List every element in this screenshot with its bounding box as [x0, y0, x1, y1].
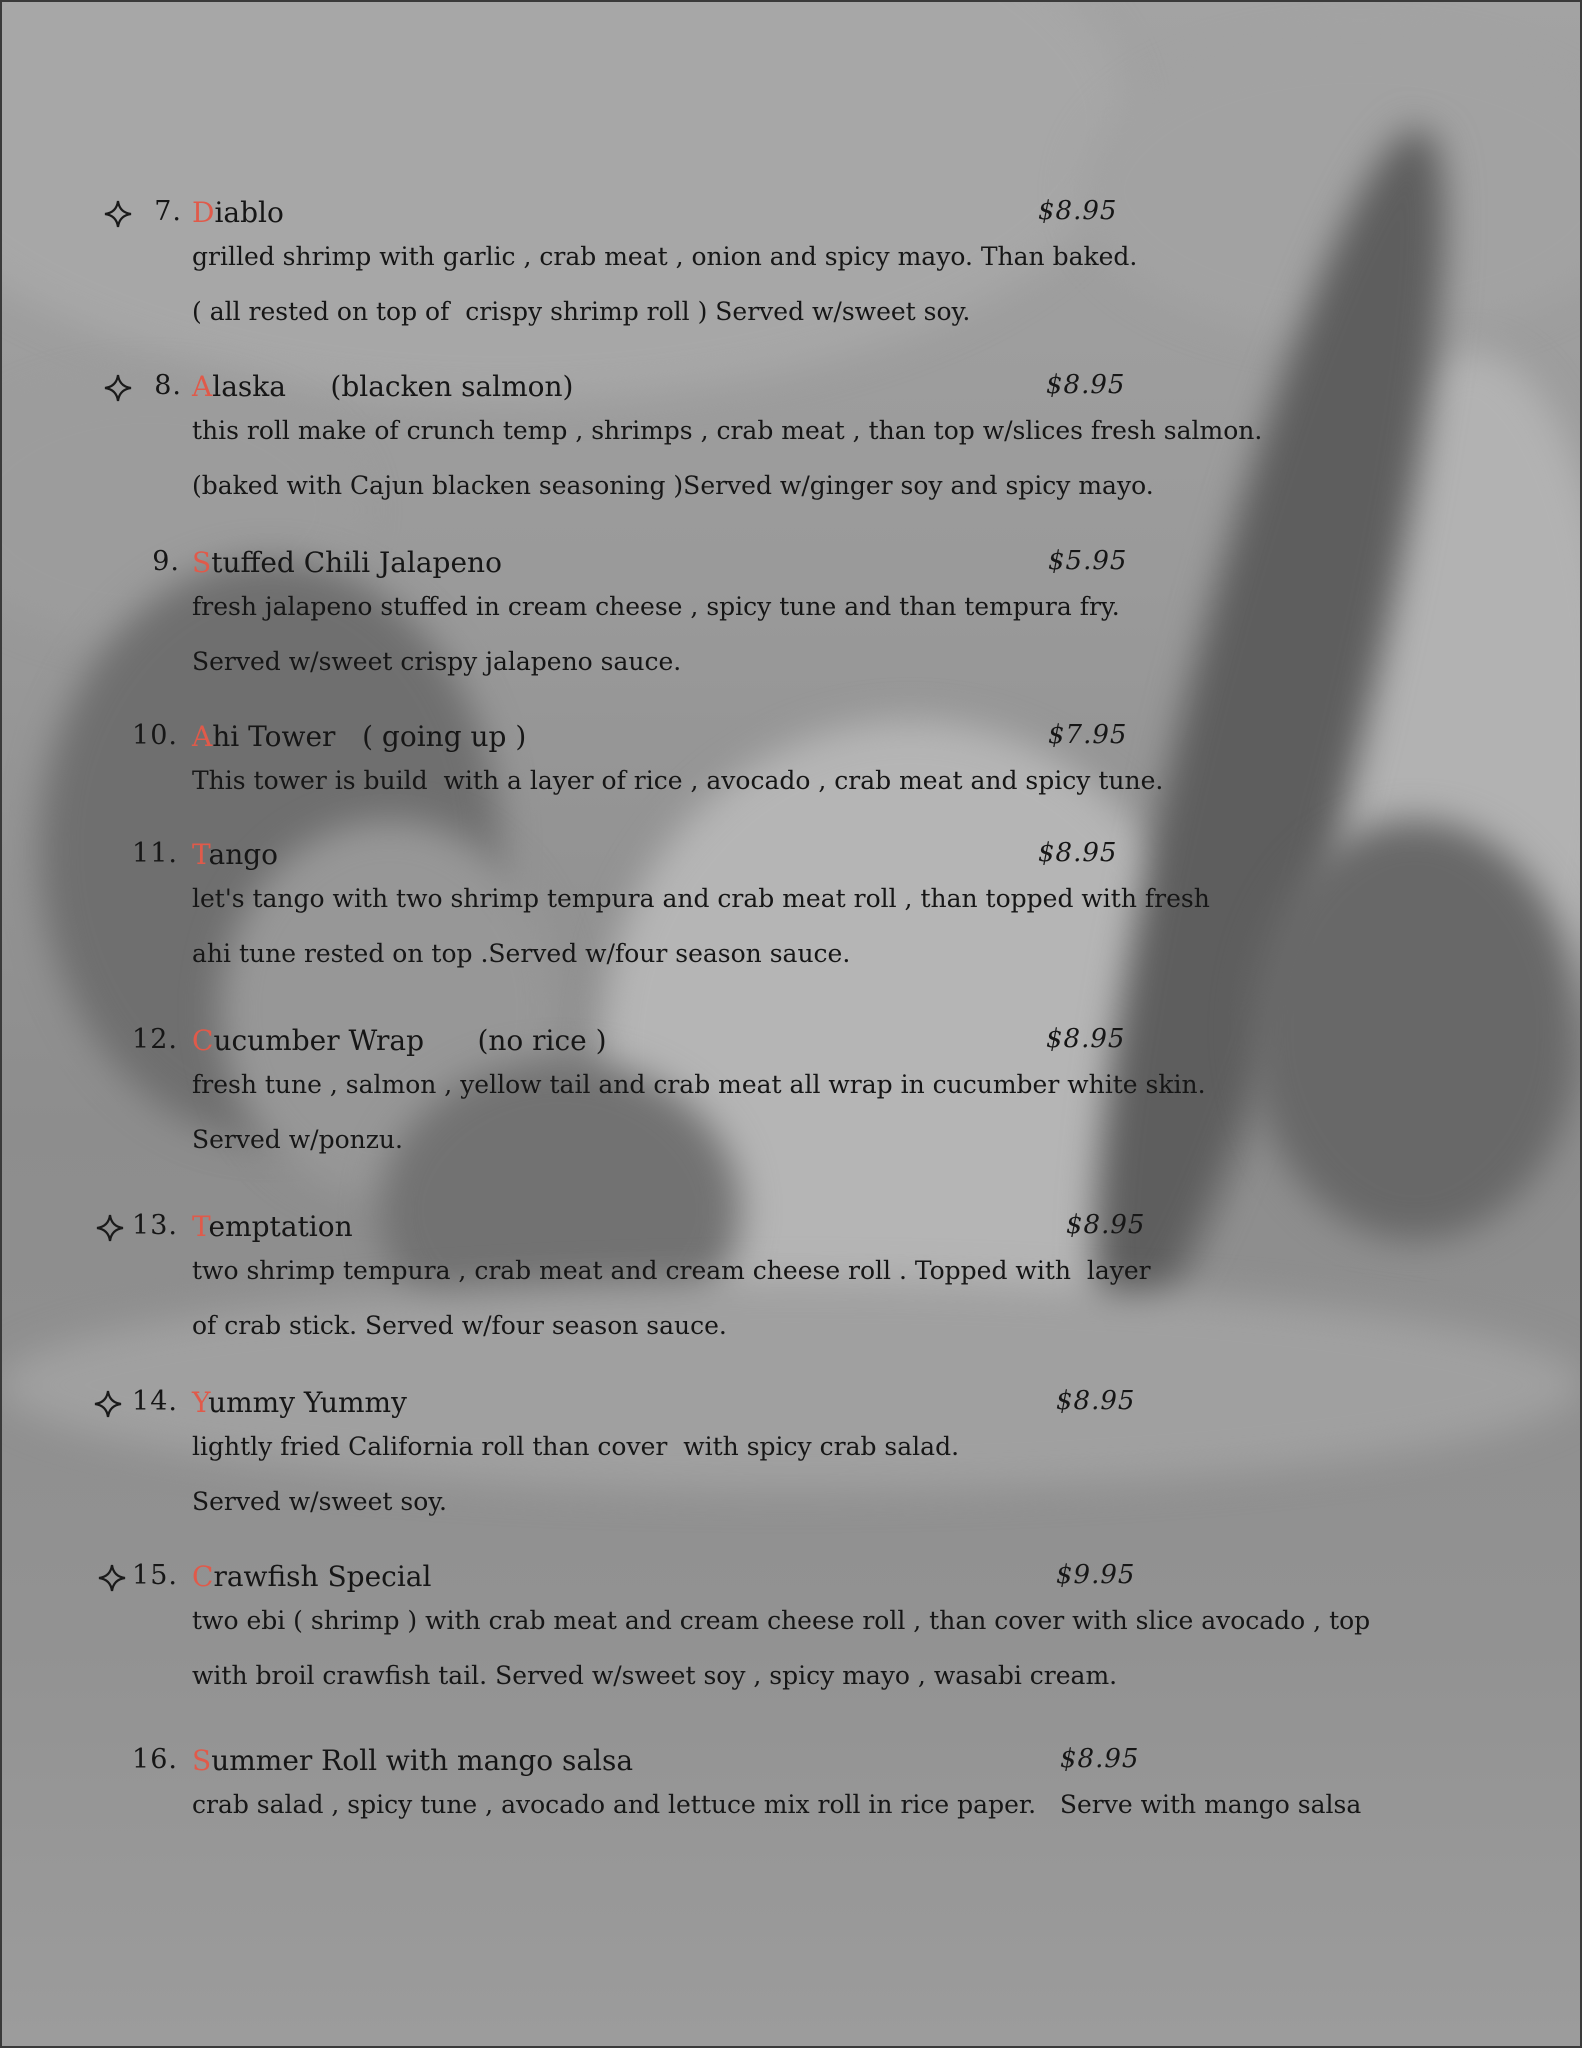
item-title — [192, 1024, 607, 1057]
item-price: $9.95 — [1056, 1560, 1136, 1590]
item-description-line: grilled shrimp with garlic , crab meat , onion and spicy mayo. Than baked. — [192, 242, 1138, 271]
item-description-line: Served w/ponzu. — [192, 1125, 403, 1154]
item-initial: A — [192, 370, 213, 403]
item-title — [192, 196, 284, 229]
item-price: $8.95 — [1056, 1386, 1136, 1416]
item-initial: S — [192, 546, 212, 579]
item-description-line: two ebi ( shrimp ) with crab meat and cream cheese roll , than cover with slice avocado , top — [192, 1606, 1371, 1635]
item-price: $8.95 — [1038, 196, 1118, 226]
item-title-text: ummer Roll with mango salsa — [211, 1744, 634, 1777]
menu-item — [0, 1210, 1582, 1340]
item-number: 7. — [154, 196, 182, 227]
item-description-line: Served w/sweet crispy jalapeno sauce. — [192, 647, 682, 676]
item-description-line: ( all rested on top of crispy shrimp roll ) Served w/sweet soy. — [192, 297, 971, 326]
item-initial: Y — [192, 1386, 209, 1419]
item-description-line: let's tango with two shrimp tempura and crab meat roll , than topped with fresh — [192, 884, 1210, 913]
item-price: $8.95 — [1060, 1744, 1140, 1774]
item-title — [192, 1744, 633, 1777]
item-initial: T — [192, 838, 209, 871]
item-title — [192, 1210, 353, 1243]
item-description-line: Served w/sweet soy. — [192, 1487, 448, 1516]
item-title — [192, 1560, 431, 1593]
item-description-line: fresh tune , salmon , yellow tail and crab meat all wrap in cucumber white skin. — [192, 1070, 1206, 1099]
item-number: 9. — [152, 546, 180, 577]
item-title-text: rawfish Special — [213, 1560, 432, 1593]
item-title — [192, 838, 278, 871]
item-price: $8.95 — [1066, 1210, 1146, 1240]
item-description-line: (baked with Cajun blacken seasoning )Served w/ginger soy and spicy mayo. — [192, 471, 1154, 500]
menu-item — [0, 196, 1582, 326]
item-price: $8.95 — [1046, 370, 1126, 400]
item-initial: S — [192, 1744, 212, 1777]
item-title — [192, 370, 573, 403]
item-description-line: lightly fried California roll than cover with spicy crab salad. — [192, 1432, 960, 1461]
item-title — [192, 720, 526, 753]
item-description-line: ahi tune rested on top .Served w/four season sauce. — [192, 939, 851, 968]
item-price: $7.95 — [1048, 720, 1128, 750]
item-title-text: hi Tower ( going up ) — [212, 720, 527, 753]
item-title — [192, 1386, 407, 1419]
item-description-line: This tower is build with a layer of rice , avocado , crab meat and spicy tune. — [192, 766, 1164, 795]
item-description-line: crab salad , spicy tune , avocado and lettuce mix roll in rice paper. Serve with mango salsa — [192, 1790, 1362, 1819]
menu-item — [0, 1744, 1582, 1819]
item-initial: A — [192, 720, 213, 753]
item-initial: C — [192, 1560, 214, 1593]
item-number: 13. — [132, 1210, 178, 1241]
item-title-text: iablo — [214, 196, 284, 229]
item-number: 15. — [132, 1560, 178, 1591]
item-number: 14. — [132, 1386, 178, 1417]
item-title-text: tuffed Chili Jalapeno — [211, 546, 502, 579]
menu-item — [0, 370, 1582, 500]
item-description-line: fresh jalapeno stuffed in cream cheese , spicy tune and than tempura fry. — [192, 592, 1120, 621]
item-description-line: this roll make of crunch temp , shrimps , crab meat , than top w/slices fresh salmon. — [192, 416, 1263, 445]
item-title-text: ucumber Wrap (no rice ) — [213, 1024, 607, 1057]
item-description-line: of crab stick. Served w/four season sauce. — [192, 1311, 727, 1340]
menu-item — [0, 1560, 1582, 1690]
item-price: $8.95 — [1038, 838, 1118, 868]
menu-item — [0, 838, 1582, 968]
item-description-line: two shrimp tempura , crab meat and cream cheese roll . Topped with layer — [192, 1256, 1151, 1285]
item-number: 16. — [132, 1744, 178, 1775]
item-title-text: ummy Yummy — [208, 1386, 407, 1419]
item-number: 12. — [132, 1024, 178, 1055]
menu-item — [0, 1024, 1582, 1154]
item-title-text: ango — [208, 838, 279, 871]
item-description-line: with broil crawfish tail. Served w/sweet soy , spicy mayo , wasabi cream. — [192, 1661, 1118, 1690]
menu-item — [0, 720, 1582, 795]
menu-item — [0, 546, 1582, 676]
item-initial: T — [192, 1210, 209, 1243]
item-number: 8. — [154, 370, 182, 401]
item-price: $5.95 — [1048, 546, 1128, 576]
item-number: 10. — [132, 720, 178, 751]
item-initial: D — [192, 196, 215, 229]
menu-item — [0, 1386, 1582, 1516]
item-title — [192, 546, 502, 579]
item-initial: C — [192, 1024, 214, 1057]
item-title-text: laska (blacken salmon) — [212, 370, 574, 403]
item-price: $8.95 — [1046, 1024, 1126, 1054]
item-title-text: emptation — [208, 1210, 353, 1243]
item-number: 11. — [132, 838, 178, 869]
